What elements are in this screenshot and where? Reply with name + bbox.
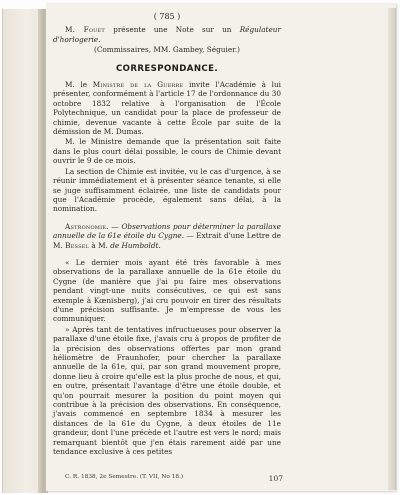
demande-paragraph: M. le Ministre demande que la présentation soit faite dans le plus court délai possible, le cours de Chimie devant ouvrir le 9 de ce mois. [53,137,281,166]
astronomie-label: Astronomie. [65,221,109,231]
page-footer [65,474,283,483]
astronomie-author: Bessel [65,240,90,250]
page-number: ( 785 ) [153,12,181,21]
ministre-name: Ministre de la Guerre [92,80,184,90]
page-stack-edge [388,8,396,490]
letter-paragraph-2: » Après tant de tentatives infructueuses pour observer la parallaxe d'une étoile fixe, j'avais cru à propos de profiter de la précision des observations offertes par mon grand héliomètre de Fraunhofer, pour chercher la parallaxe annuelle de la 61e, qui, par son grand mouvement propre, donne lieu à croire qu'elle est la plus proche de nous, et qui, en outre, présentait l'avantage d'être une étoile double, et qu'on pourrait mesurer la position du point moyen qui contribue à la précision des observations. En conséquence, j'avais commencé en septembre 1834 à mesurer les distances de la 61e du Cygne, à deux étoiles de 11e grandeur, dont l'une précède et l'autre est vers le nord; mais remarquant bientôt que j'en étais rarement aidé par une tendance exclusive à ces petites [53,324,281,457]
section-heading: CORRESPONDANCE. [115,63,219,74]
left-page-edge [2,9,42,493]
astronomie-to: à M. [89,240,111,250]
fouet-text: présente une Note sur un [104,25,240,35]
astronomie-dash: — [108,221,122,231]
fouet-name: M. Fouet [65,25,105,35]
fouet-title: Régulateur d'horlogerie. [53,25,281,44]
fouet-commission: (Commissaires, MM. Gambey, Séguier.) [93,45,240,55]
astronomie-extract: — Extrait d'une Lettre de M. [53,231,281,250]
astronomie-paragraph [53,222,281,250]
spacer [53,215,281,222]
astronomie-recipient: de Humboldt. [110,240,161,250]
spacer [53,251,281,258]
chimie-paragraph: La section de Chimie est invitée, vu le cas d'urgence, à se réunir immédiatement et à présenter séance tenante, si elle se juge suffisamment éclairée, une liste de candidats pour que l'Académie procède, également sans délai, à la nomination. [53,166,281,214]
astronomie-title: Observations pour déterminer la parallaxe annuelle de la 61e étoile du Cygne. [53,221,281,241]
footer-citation: C. R. 1838, 2e Semestre. (T. VII, No 18.) [65,474,184,480]
fouet-paragraph [53,25,281,44]
footer-signature: 107 [268,474,283,483]
ministre-paragraph [53,80,281,136]
page-text [53,12,281,457]
ministre-prefix: M. le [65,80,93,90]
letter-paragraph-1: « Le dernier mois ayant été très favorable à mes observations de la parallaxe annuelle de la 61e étoile du Cygne (de manière que j'ai pu faire mes observations pendant vingt-une nuits consécutives, ce qui est sans exemple à Kœnisberg), j'ai cru pouvoir en tirer des résultats d'une précision suffisante. Je m'empresse de vous les communiquer. [53,257,281,324]
ministre-text: invite l'Académie à lui présenter, conformément à l'article 17 de l'ordonnance du 30 octobre 1832 relative à l'organisation de l'École Polytechnique, un candidat pour la place de professeur de chimie, devenue vacante à cette École par suite de la démission de M. Dumas. [53,80,282,137]
